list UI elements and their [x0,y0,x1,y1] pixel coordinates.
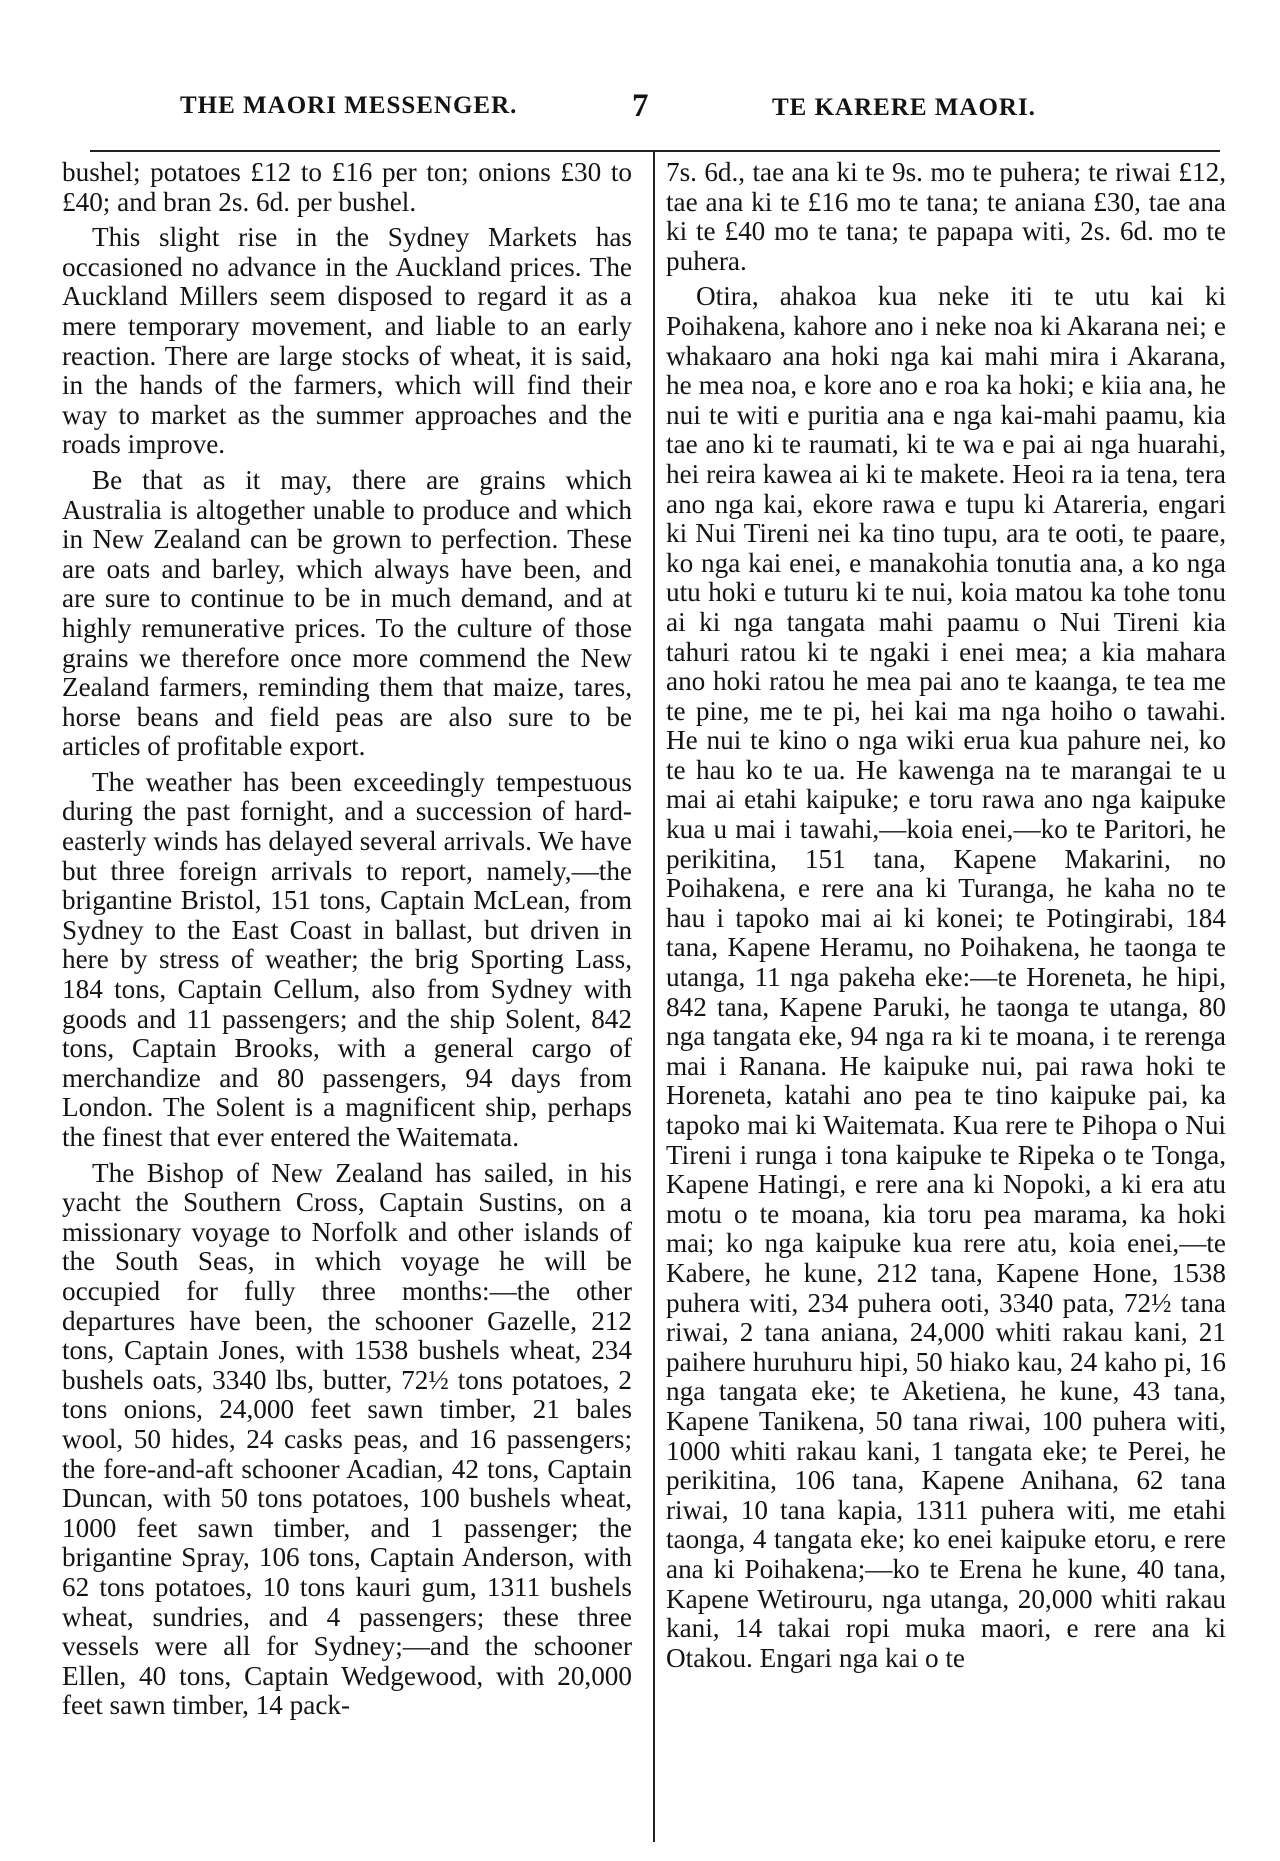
paragraph: Be that as it may, there are grains which Australia is altogether unable to produce and which in New Zealand can be grown to perfection. These are oats and barley, which always have been, and are sure to continue to be in much demand, and at highly remunerative prices. To the culture of those grains we therefore once more commend the New Zealand farmers, reminding them that maize, tares, horse beans and field peas are also sure to be articles of profitable export. [62,464,632,762]
header-rule [90,150,1220,152]
right-column-maori [666,158,1226,1679]
header-title-english: THE MAORI MESSENGER. [180,92,518,119]
paragraph: Otira, ahakoa kua neke iti te utu kai ki Poihakena, kahore ano i neke noa ki Akarana nei; e whakaaro ana hoki nga kai mahi mira i Akarana, he mea noa, e kore ano e roa ka hoki; e kiia ana, he nui te witi e puritia ana e nga kai-mahi paamu, kia tae ano ki te raumati, ki te wa e pai ai nga huarahi, hei reira kawea ai ki te makete. Heoi ra ia tena, tera ano nga kai, ekore rawa e tupu ki Atareria, engari ki Nui Tireni nei ka tino tupu, ara te ooti, te paare, ko nga kai enei, e manakohia tonutia ana, a ko nga utu hoki e tuturu ki te nui, koia matou ka tohe tonu ai ki nga tangata mahi paamu o Nui Tireni kia tahuri ratou ki te ngaki i enei mea; a kia mahara ano hoki ratou he mea pai ano te kaanga, te tea me te pine, me te pi, hei kai ma nga hoiho o tawahi. He nui te kino o nga wiki erua kua pahure nei, ko te hau ko te ua. He kawenga na te marangai te u mai ai etahi kaipuke; e toru rawa ano nga kaipuke kua u mai i tawahi,—koia enei,—ko te Paritori, he perikitina, 151 tana, Kapene Makarini, no Poihakena, e rere ana ki Turanga, he kaha no te hau i tapoko mai ai ki konei; te Potingirabi, 184 tana, Kapene Heramu, no Poihakena, he taonga te utanga, 11 nga pakeha eke:—te Horeneta, he hipi, 842 tana, Kapene Paruki, he taonga te utanga, 80 nga tangata eke, 94 nga ra ki te moana, i te rerenga mai i Ranana. He kaipuke nui, pai rawa hoki te Horeneta, katahi ano pea te tino kaipuke pai, ka tapoko mai ki Waitemata. Kua rere te Pihopa o Nui Tireni i runga i tona kaipuke te Ripeka o te Tonga, Kapene Hatingi, e rere ana ki Nopoki, a ki era atu motu o te moana, kia toru pea marama, ka hoki mai; ko nga kaipuke kua rere atu, koia enei,—te Kabere, he kune, 212 tana, Kapene Hone, 1538 puhera witi, 234 puhera ooti, 3340 pata, 72½ tana riwai, 2 tana aniana, 24,000 whiti rakau kani, 21 paihere huruhuru hipi, 50 hiako kau, 24 kaho pi, 16 nga tangata eke; te Aketiena, he kune, 43 tana, Kapene Tanikena, 50 tana riwai, 100 puhera witi, 1000 whiti rakau kani, 1 tangata eke; te Perei, he perikitina, 106 tana, Kapene Anihana, 62 tana riwai, 10 tana kapia, 1311 puhera witi, me etahi taonga, 4 tangata eke; ko enei kaipuke etoru, e rere ana ki Poihakena;—ko te Erena he kune, 40 tana, Kapene Wetirouru, nga utanga, 20,000 whiti rakau kani, 14 takai ropi muka maori, e rere ana ki Otakou. Engari nga kai o te [666,281,1226,1673]
page-header [0,88,1280,142]
paragraph: This slight rise in the Sydney Markets has occasioned no advance in the Auckland prices. The Auckland Millers seem disposed to regard it as a mere temporary movement, and liable to an early reaction. There are large stocks of wheat, it is said, in the hands of the farmers, which will find their way to market as the summer approaches and the roads improve. [62,222,632,460]
paragraph: 7s. 6d., tae ana ki te 9s. mo te puhera; te riwai £12, tae ana ki te £16 mo te tana; te aniana £30, tae ana ki te £40 mo te tana; te papapa witi, 2s. 6d. mo te puhera. [666,157,1226,276]
paragraph: The weather has been exceedingly tempestuous during the past fornight, and a succession of hard-easterly winds has delayed several arrivals. We have but three foreign arrivals to report, namely,—the brigantine Bristol, 151 tons, Captain McLean, from Sydney to the East Coast in ballast, but driven in here by stress of weather; the brig Sporting Lass, 184 tons, Captain Cellum, also from Sydney with goods and 11 passengers; and the ship Solent, 842 tons, Captain Brooks, with a general cargo of merchandize and 80 passengers, 94 days from London. The Solent is a magnificent ship, perhaps the finest that ever entered the Waitemata. [62,766,632,1152]
column-divider [653,152,655,1842]
paragraph: bushel; potatoes £12 to £16 per ton; onions £30 to £40; and bran 2s. 6d. per bushel. [62,157,632,217]
left-column-english [62,158,632,1727]
paragraph: The Bishop of New Zealand has sailed, in his yacht the Southern Cross, Captain Sustins, on a missionary voyage to Norfolk and other islands of the South Seas, in which voyage he will be occupied for fully three months:—the other departures have been, the schooner Gazelle, 212 tons, Captain Jones, with 1538 bushels wheat, 234 bushels oats, 3340 lbs, butter, 72½ tons potatoes, 2 tons onions, 24,000 feet sawn timber, 21 bales wool, 50 hides, 24 casks peas, and 16 passengers; the fore-and-aft schooner Acadian, 42 tons, Captain Duncan, with 50 tons potatoes, 100 bushels wheat, 1000 feet sawn timber, and 1 passenger; the brigantine Spray, 106 tons, Captain Anderson, with 62 tons potatoes, 10 tons kauri gum, 1311 bushels wheat, sundries, and 4 passengers; these three vessels were all for Sydney;—and the schooner Ellen, 40 tons, Captain Wedgewood, with 20,000 feet sawn timber, 14 pack- [62,1157,632,1721]
page-number: 7 [632,88,649,124]
header-title-maori: TE KARERE MAORI. [772,94,1036,121]
